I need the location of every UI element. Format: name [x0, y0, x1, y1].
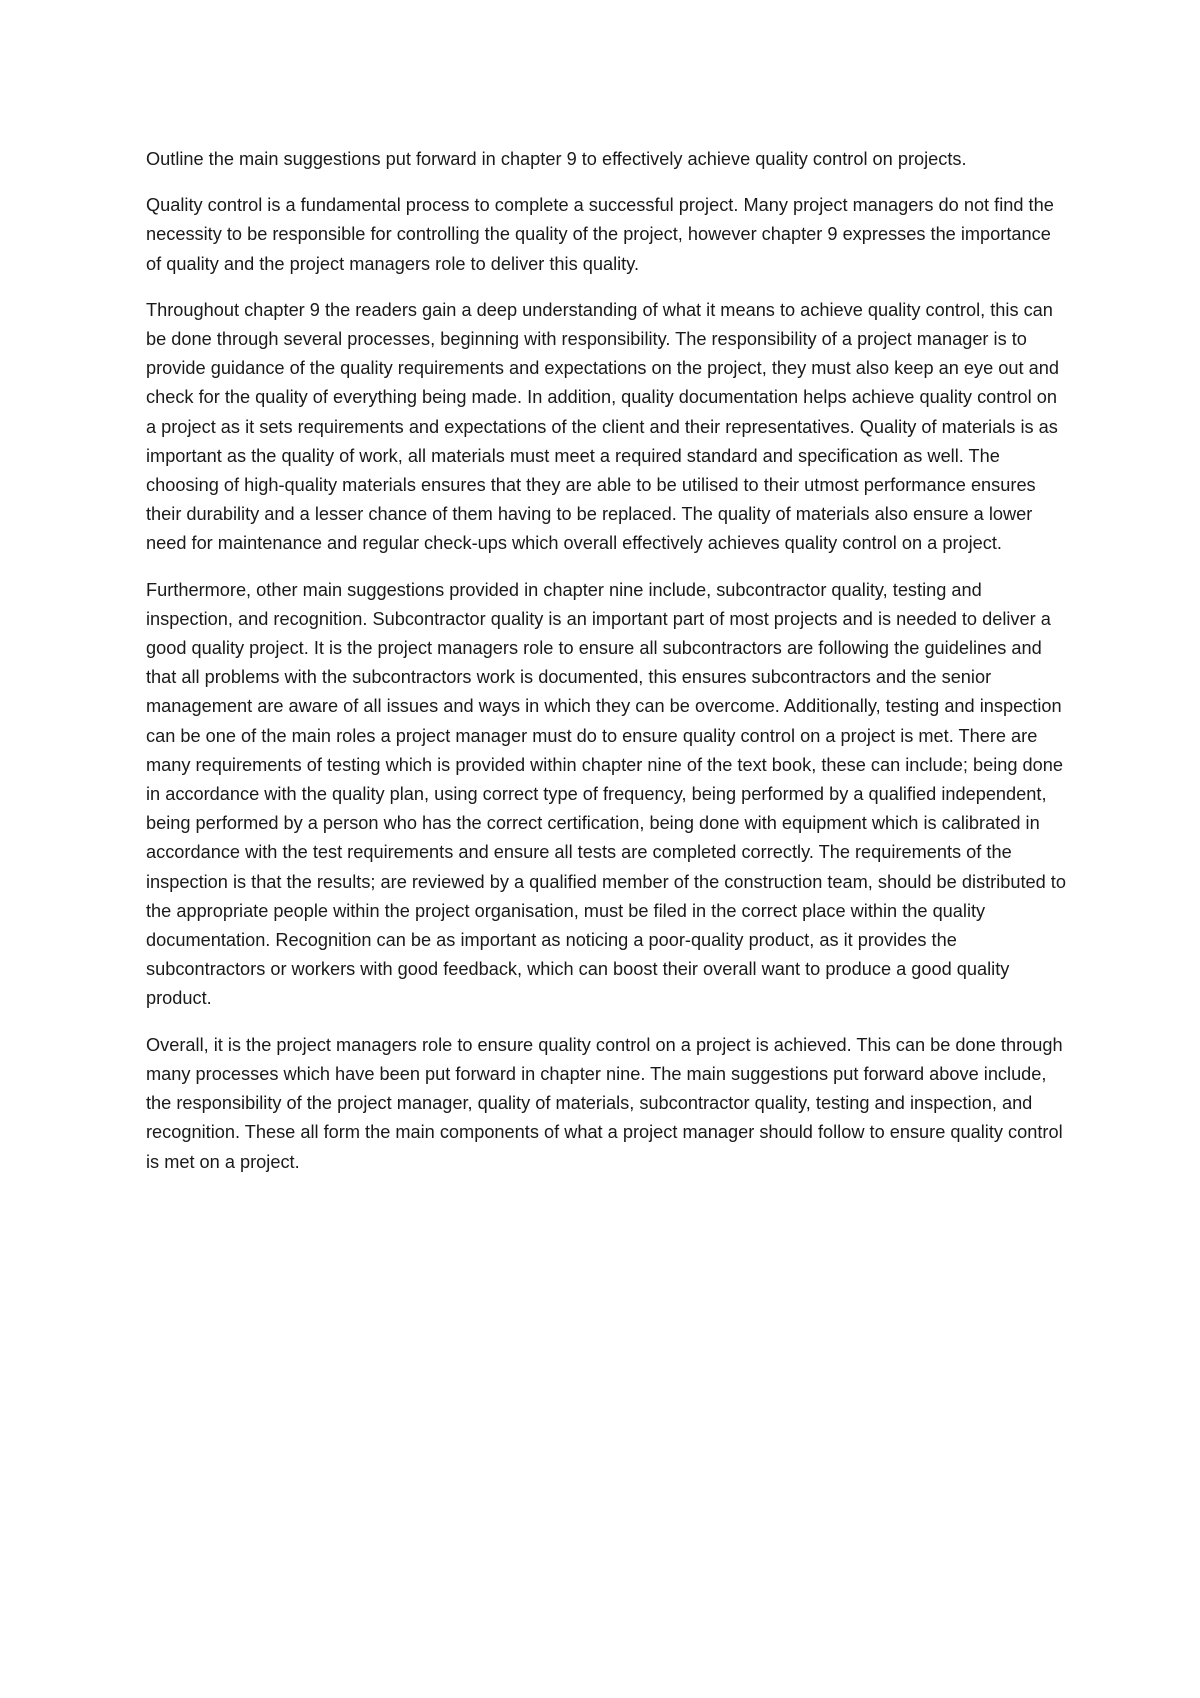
paragraph-subcontractor-testing: Furthermore, other main suggestions provided in chapter nine include, subcontractor quality, testing and inspection, and recognition. Subcontractor quality is an important part of most projects and is needed to deliver a good quality project. It is the project managers role to ensure all subcontractors are following the guidelines and that all problems with the subcontractors work is documented, this ensures subcontractors and the senior management are aware of all issues and ways in which they can be overcome. Additionally, testing and inspection can be one of the main roles a project manager must do to ensure quality control on a project is met. There are many requirements of testing which is provided within chapter nine of the text book, these can include; being done in accordance with the quality plan, using correct type of frequency, being performed by a qualified independent, being performed by a person who has the correct certification, being done with equipment which is calibrated in accordance with the test requirements and ensure all tests are completed correctly. The requirements of the inspection is that the results; are reviewed by a qualified member of the construction team, should be distributed to the appropriate people within the project organisation, must be filed in the correct place within the quality documentation. Recognition can be as important as noticing a poor-quality product, as it provides the subcontractors or workers with good feedback, which can boost their overall want to produce a good quality product. [146, 579, 1066, 1009]
document-body [146, 145, 1066, 1194]
paragraph-responsibility: Throughout chapter 9 the readers gain a deep understanding of what it means to achieve quality control, this can be done through several processes, beginning with responsibility. The responsibility of a project manager is to provide guidance of the quality requirements and expectations on the project, they must also keep an eye out and check for the quality of everything being made. In addition, quality documentation helps achieve quality control on a project as it sets requirements and expectations of the client and their representatives. Quality of materials is as important as the quality of work, all materials must meet a required standard and specification as well. The choosing of high-quality materials ensures that they are able to be utilised to their utmost performance ensures their durability and a lesser chance of them having to be replaced. The quality of materials also ensure a lower need for maintenance and regular check-ups which overall effectively achieves quality control on a project. [146, 299, 1059, 554]
paragraph-conclusion: Overall, it is the project managers role to ensure quality control on a project is achieved. This can be done through many processes which have been put forward in chapter nine. The main suggestions put forward above include, the responsibility of the project manager, quality of materials, subcontractor quality, testing and inspection, and recognition. These all form the main components of what a project manager should follow to ensure quality control is met on a project. [146, 1034, 1063, 1172]
paragraph-introduction: Quality control is a fundamental process to complete a successful project. Many project managers do not find the necessity to be responsible for controlling the quality of the project, however chapter 9 expresses the importance of quality and the project managers role to deliver this quality. [146, 195, 1054, 274]
question-heading: Outline the main suggestions put forward in chapter 9 to effectively achieve quality control on projects. [146, 149, 967, 169]
